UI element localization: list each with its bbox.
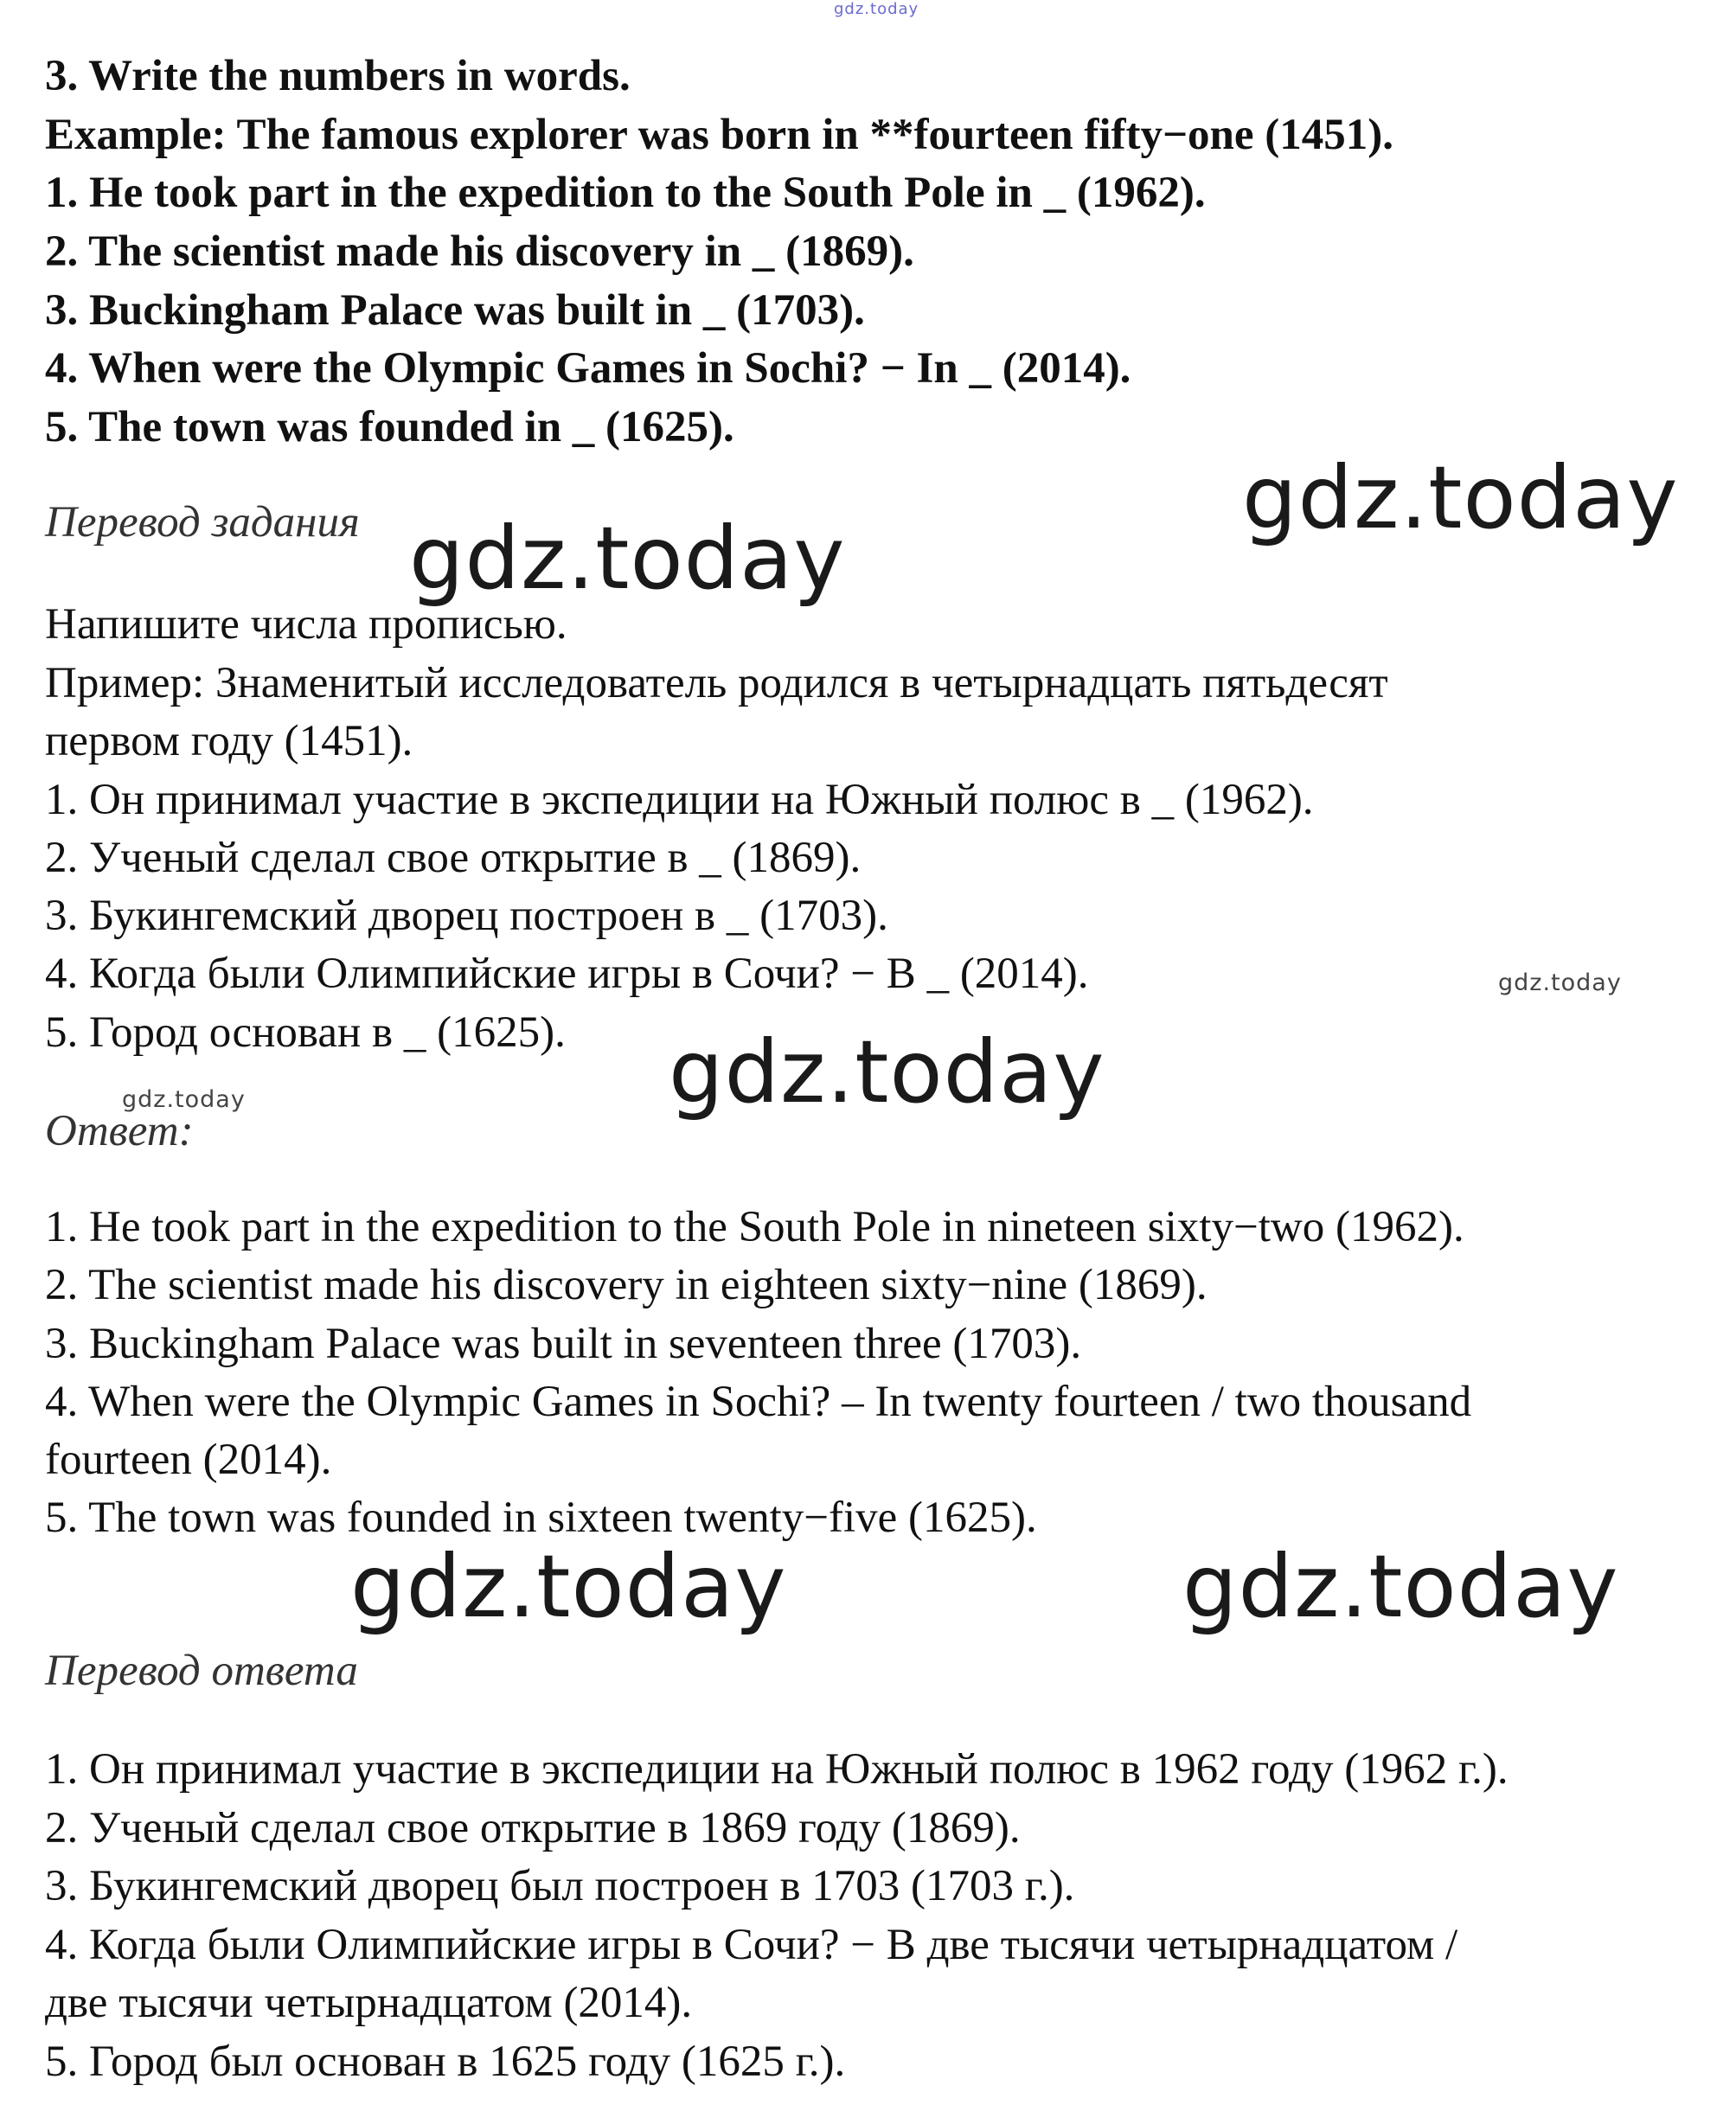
task-item: 5. The town was founded in _ (1625). xyxy=(45,403,734,451)
task-translation-line: Пример: Знаменитый исследователь родился в четырнадцать пятьдесят xyxy=(45,659,1388,707)
task-translation-line: первом году (1451). xyxy=(45,717,413,765)
task-item: 3. Buckingham Palace was built in _ (1703). xyxy=(45,286,865,335)
task-item: 4. When were the Olympic Games in Sochi? − In _ (2014). xyxy=(45,344,1131,393)
watermark-top: gdz.today xyxy=(834,0,919,18)
watermark-small: gdz.today xyxy=(1498,969,1622,996)
answer-translation-line: 2. Ученый сделал свое открытие в 1869 году (1869). xyxy=(45,1804,1021,1852)
task-translation-line: 4. Когда были Олимпийские игры в Сочи? − В _ (2014). xyxy=(45,950,1089,998)
task-title: 3. Write the numbers in words. xyxy=(45,52,631,100)
task-translation-heading: Перевод задания xyxy=(45,498,360,547)
answer-line: fourteen (2014). xyxy=(45,1436,332,1484)
answer-translation-line: две тысячи четырнадцатом (2014). xyxy=(45,1979,693,2027)
answer-heading: Ответ: xyxy=(45,1107,194,1155)
task-item: 2. The scientist made his discovery in _ (1869). xyxy=(45,227,914,276)
watermark-small: gdz.today xyxy=(122,1086,246,1113)
answer-translation-line: 3. Букингемский дворец был построен в 1703 (1703 г.). xyxy=(45,1862,1075,1910)
task-translation-line: 5. Город основан в _ (1625). xyxy=(45,1008,566,1057)
task-translation-line: 1. Он принимал участие в экспедиции на Южный полюс в _ (1962). xyxy=(45,776,1314,824)
answer-translation-line: 1. Он принимал участие в экспедиции на Южный полюс в 1962 году (1962 г.). xyxy=(45,1745,1509,1794)
answer-line: 3. Buckingham Palace was built in seventeen three (1703). xyxy=(45,1320,1082,1368)
answer-translation-line: 4. Когда были Олимпийские игры в Сочи? − В две тысячи четырнадцатом / xyxy=(45,1921,1458,1969)
watermark-large: gdz.today xyxy=(409,508,846,609)
task-item: 1. He took part in the expedition to the South Pole in _ (1962). xyxy=(45,169,1206,217)
answer-line: 2. The scientist made his discovery in eighteen sixty−nine (1869). xyxy=(45,1261,1208,1309)
answer-line: 1. He took part in the expedition to the South Pole in nineteen sixty−two (1962). xyxy=(45,1203,1464,1251)
answer-translation-heading: Перевод ответа xyxy=(45,1647,358,1695)
watermark-large: gdz.today xyxy=(1242,447,1679,548)
watermark-large: gdz.today xyxy=(669,1021,1105,1123)
answer-line: 4. When were the Olympic Games in Sochi? – In twenty fourteen / two thousand xyxy=(45,1378,1472,1426)
answer-translation-line: 5. Город был основан в 1625 году (1625 г.). xyxy=(45,2038,846,2086)
task-translation-line: Напишите числа прописью. xyxy=(45,600,567,649)
task-translation-line: 2. Ученый сделал свое открытие в _ (1869). xyxy=(45,834,862,882)
watermark-large: gdz.today xyxy=(1182,1536,1619,1637)
task-example: Example: The famous explorer was born in **fourteen fifty−one (1451). xyxy=(45,111,1393,159)
answer-line: 5. The town was founded in sixteen twenty−five (1625). xyxy=(45,1494,1037,1542)
watermark-large: gdz.today xyxy=(350,1536,787,1637)
task-translation-line: 3. Букингемский дворец построен в _ (1703). xyxy=(45,892,888,940)
